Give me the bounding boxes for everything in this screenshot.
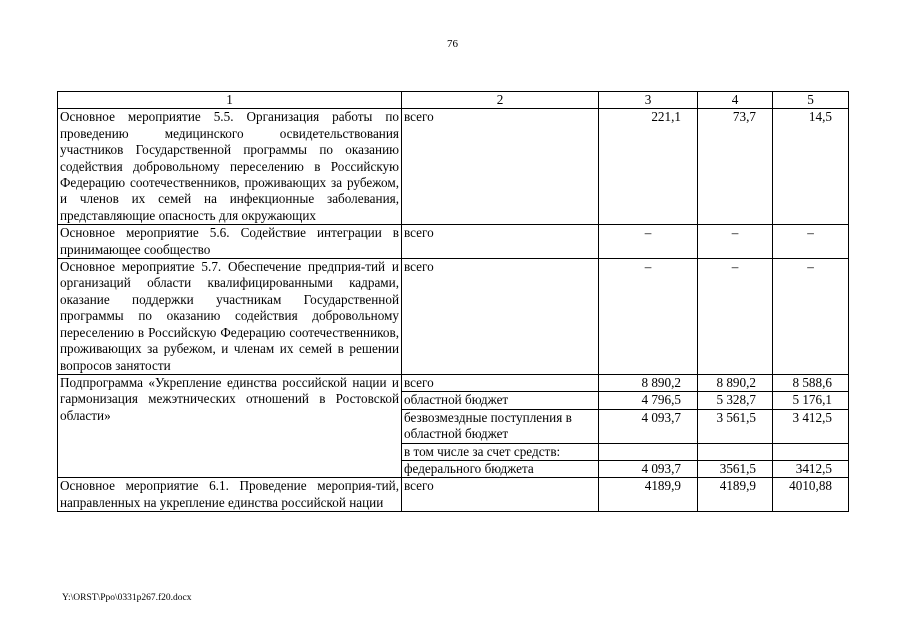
- funding-source: всего: [402, 374, 599, 391]
- funding-source: всего: [402, 259, 599, 375]
- value-cell: [599, 443, 698, 460]
- column-header: 4: [698, 92, 773, 109]
- value-cell: 8 890,2: [698, 374, 773, 391]
- funding-source: федерального бюджета: [402, 460, 599, 477]
- table-row: [58, 374, 849, 391]
- funding-source: всего: [402, 109, 599, 225]
- value-cell: 221,1: [599, 109, 698, 225]
- value-cell: [698, 443, 773, 460]
- column-header: 1: [58, 92, 402, 109]
- funding-source: областной бюджет: [402, 392, 599, 409]
- table-row: [58, 259, 849, 375]
- table-row: [58, 478, 849, 512]
- subprogram-name: Подпрограмма «Укрепление единства российской нации и гармонизация межэтнических отношений в Ростовской области»: [58, 374, 402, 477]
- value-cell: –: [599, 225, 698, 259]
- table-row: [58, 109, 849, 225]
- value-cell: 3412,5: [773, 460, 849, 477]
- value-cell: –: [698, 225, 773, 259]
- budget-table: [57, 91, 849, 512]
- value-cell: 3561,5: [698, 460, 773, 477]
- column-header: 3: [599, 92, 698, 109]
- value-cell: 4 093,7: [599, 460, 698, 477]
- funding-source: всего: [402, 225, 599, 259]
- table-header-row: [58, 92, 849, 109]
- file-path-footer: Y:\ORST\Ppo\0331p267.f20.docx: [62, 593, 192, 603]
- value-cell: –: [698, 259, 773, 375]
- page-number: 76: [447, 38, 458, 50]
- value-cell: 4 796,5: [599, 392, 698, 409]
- value-cell: 3 561,5: [698, 409, 773, 443]
- value-cell: 5 328,7: [698, 392, 773, 409]
- value-cell: 3 412,5: [773, 409, 849, 443]
- value-cell: 14,5: [773, 109, 849, 225]
- column-header: 5: [773, 92, 849, 109]
- funding-source: всего: [402, 478, 599, 512]
- funding-source: в том числе за счет средств:: [402, 443, 599, 460]
- value-cell: –: [599, 259, 698, 375]
- value-cell: 8 890,2: [599, 374, 698, 391]
- value-cell: 4 093,7: [599, 409, 698, 443]
- value-cell: 4189,9: [599, 478, 698, 512]
- value-cell: 73,7: [698, 109, 773, 225]
- activity-name: Основное мероприятие 5.6. Содействие интеграции в принимающее сообщество: [58, 225, 402, 259]
- value-cell: [773, 443, 849, 460]
- funding-source: безвозмездные поступления в областной бюджет: [402, 409, 599, 443]
- activity-name: Основное мероприятие 5.5. Организация работы по проведению медицинского освидетельствования участников Государственной программы по оказанию содействия добровольному переселению в Российскую Федерацию соотечественников, проживающих за рубежом, и членов их семей на инфекционные заболевания, представляющие опасность для окружающих: [58, 109, 402, 225]
- value-cell: 8 588,6: [773, 374, 849, 391]
- value-cell: –: [773, 225, 849, 259]
- value-cell: 4010,88: [773, 478, 849, 512]
- column-header: 2: [402, 92, 599, 109]
- value-cell: 4189,9: [698, 478, 773, 512]
- table-row: [58, 225, 849, 259]
- activity-name: Основное мероприятие 5.7. Обеспечение предприя-тий и организаций области квалифицированными кадрами, оказание поддержки участникам Государственной программы по оказанию содействия добровольному переселению в Российскую Федерацию соотечественников, проживающих за рубежом, и членам их семей в решении вопросов занятости: [58, 259, 402, 375]
- value-cell: 5 176,1: [773, 392, 849, 409]
- value-cell: –: [773, 259, 849, 375]
- activity-name: Основное мероприятие 6.1. Проведение мероприя-тий, направленных на укрепление единства российской нации: [58, 478, 402, 512]
